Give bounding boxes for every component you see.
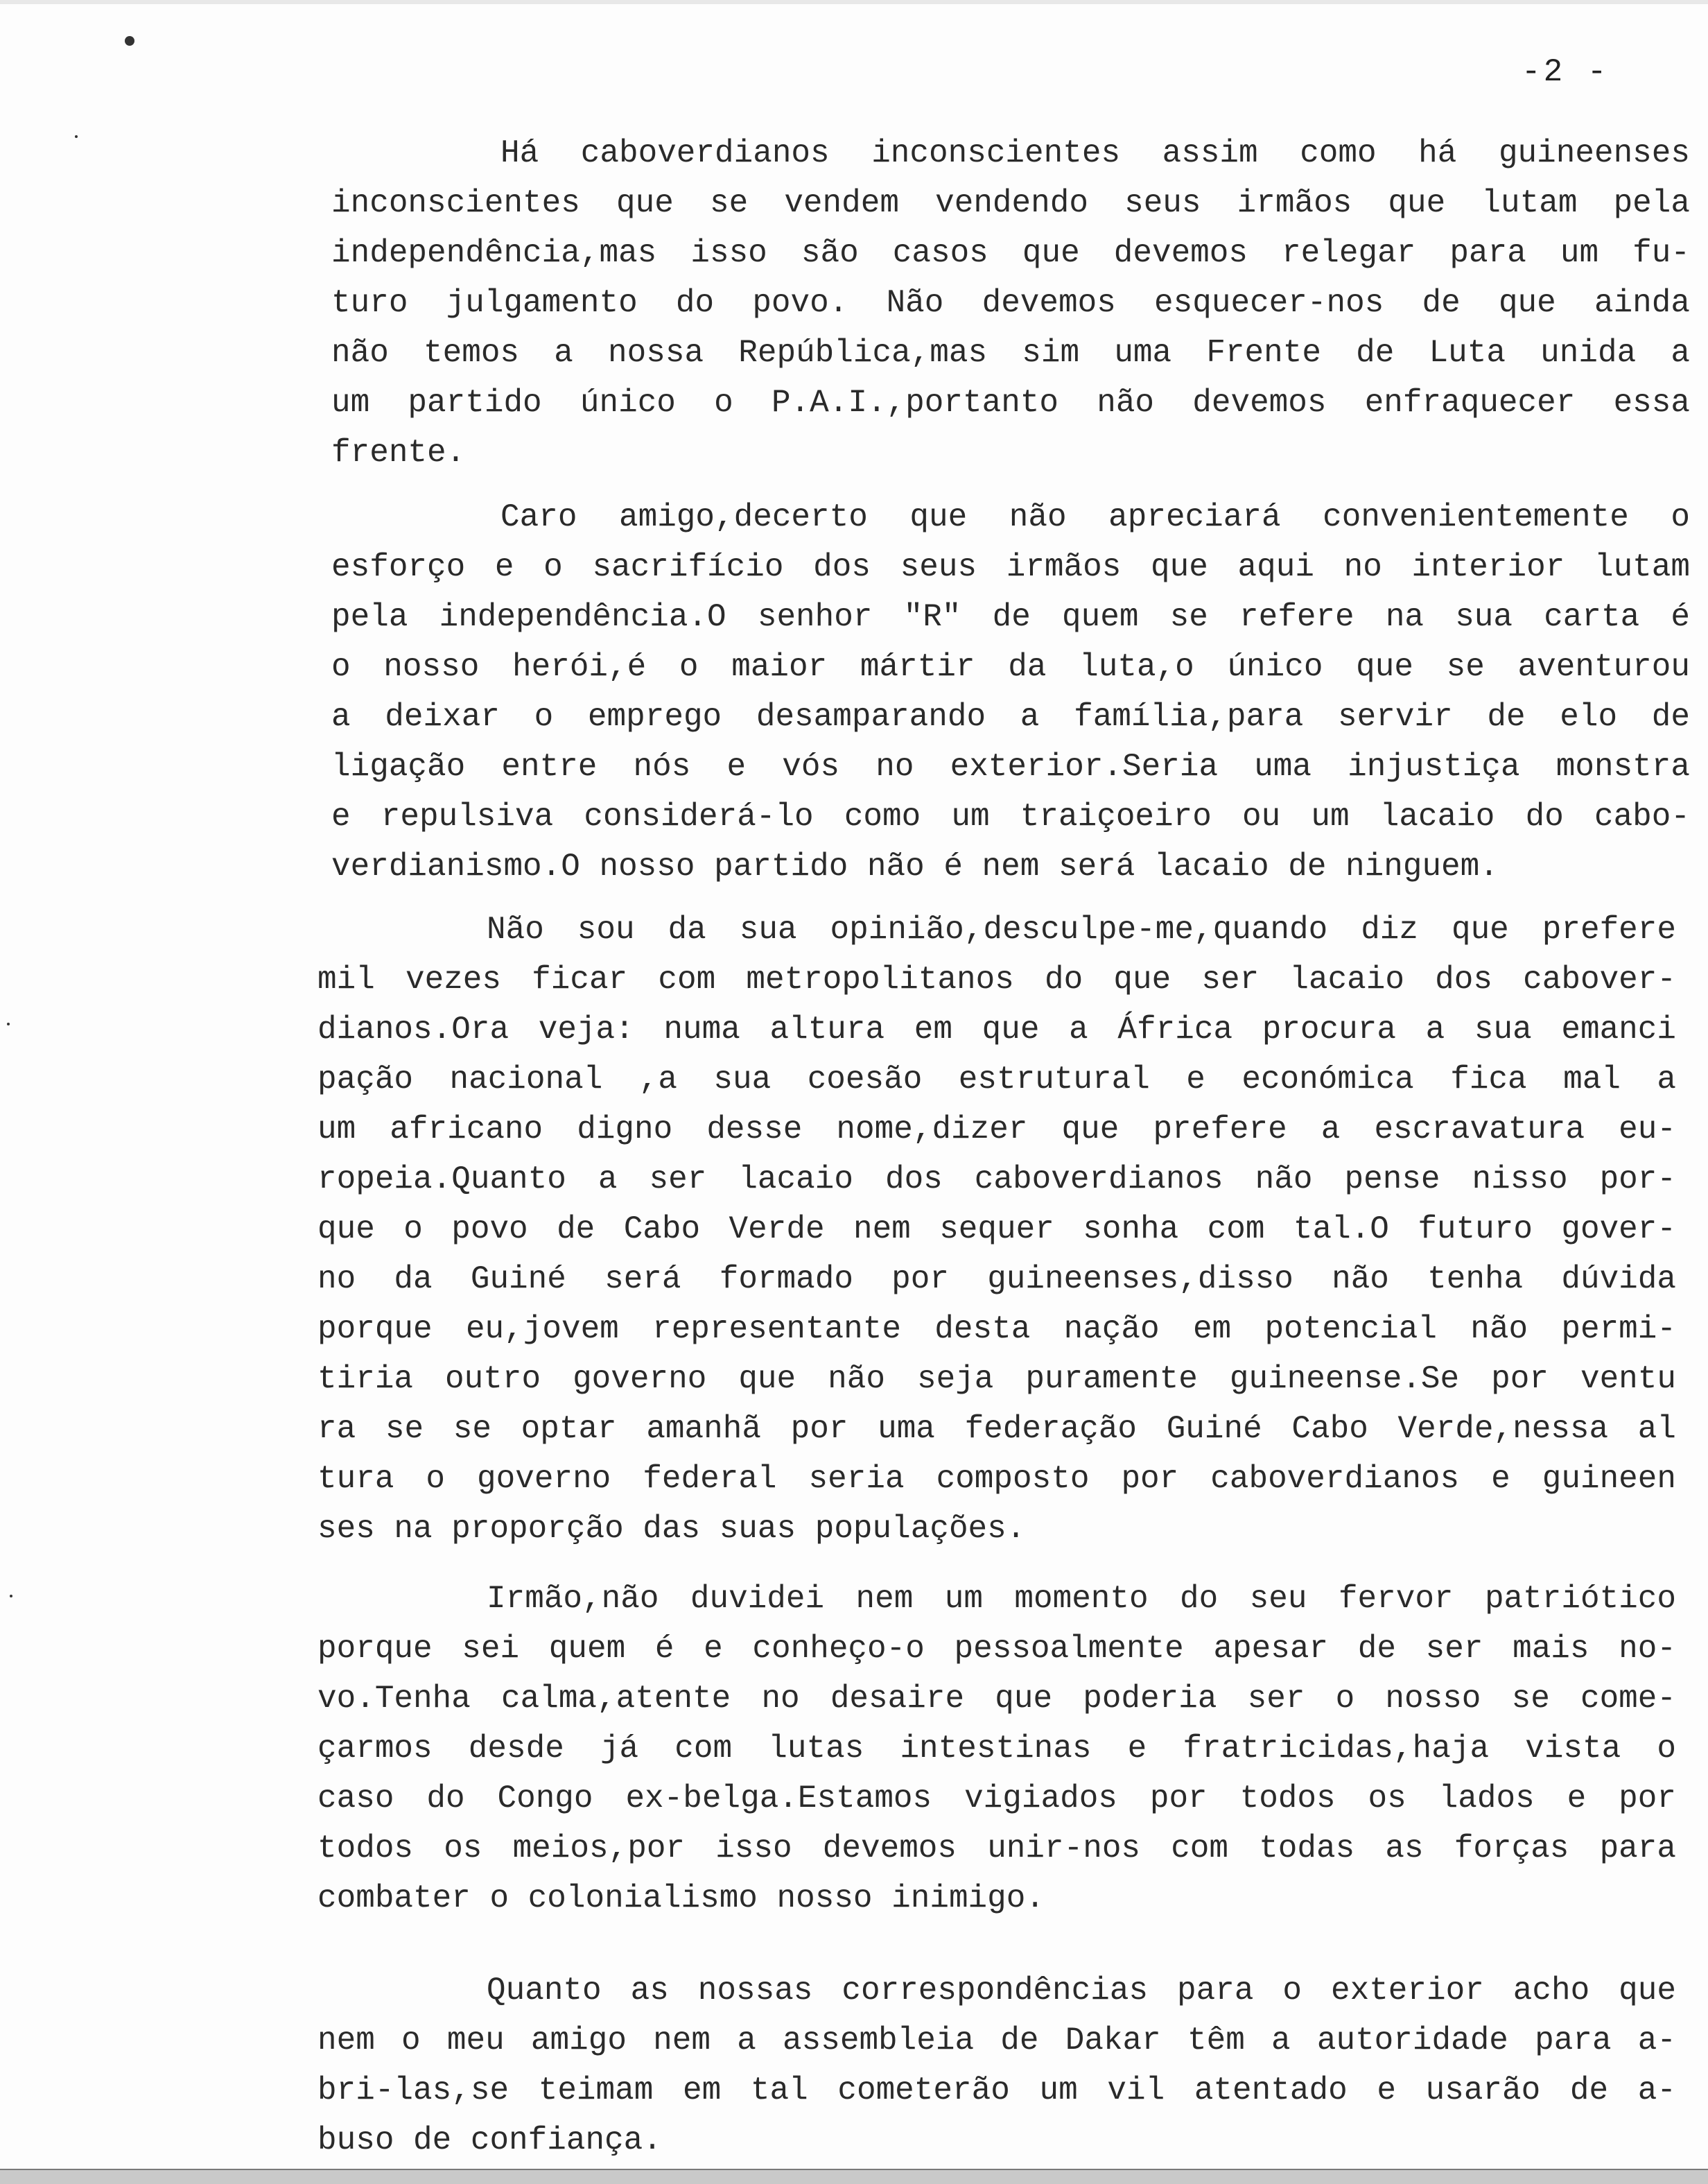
text-line: mil vezes ficar com metropolitanos do que ser lacaio dos cabover- — [317, 962, 1676, 998]
scan-bottom-edge — [0, 2170, 1708, 2184]
text-line: que o povo de Cabo Verde nem sequer sonha com tal.O futuro gover- — [317, 1211, 1676, 1247]
text-line: ses na proporção das suas populações. — [317, 1511, 1026, 1547]
text-line: vo.Tenha calma,atente no desaire que poderia ser o nosso se come- — [317, 1681, 1676, 1717]
ink-speck — [7, 1023, 10, 1025]
text-line: ra se se optar amanhã por uma federação Guiné Cabo Verde,nessa al — [317, 1411, 1676, 1447]
text-line: frente. — [331, 435, 466, 471]
text-line: verdianismo.O nosso partido não é nem será lacaio de ninguem. — [331, 849, 1499, 885]
text-line: um partido único o P.A.I.,portanto não devemos enfraquecer essa — [331, 385, 1690, 421]
page-number: -2 - — [1522, 54, 1610, 90]
text-line: Caro amigo,decerto que não apreciará convenientemente o — [500, 499, 1690, 535]
text-line: independência,mas isso são casos que devemos relegar para um fu- — [331, 235, 1690, 271]
text-line: tura o governo federal seria composto por caboverdianos e guineen — [317, 1461, 1676, 1497]
ink-speck — [10, 1595, 12, 1597]
text-line: tiria outro governo que não seja puramente guineense.Se por ventu — [317, 1361, 1676, 1397]
paragraph — [317, 905, 1676, 1554]
text-line: porque sei quem é e conheço-o pessoalmente apesar de ser mais no- — [317, 1631, 1676, 1667]
text-line: çarmos desde já com lutas intestinas e fratricidas,haja vista o — [317, 1731, 1676, 1767]
text-line: Não sou da sua opinião,desculpe-me,quando diz que prefere — [487, 912, 1676, 948]
text-line: porque eu,jovem representante desta nação em potencial não permi- — [317, 1311, 1676, 1347]
paragraph — [331, 128, 1690, 478]
text-line: caso do Congo ex-belga.Estamos vigiados por todos os lados e por — [317, 1780, 1676, 1817]
paragraph — [317, 1574, 1676, 1923]
text-line: buso de confiança. — [317, 2122, 662, 2158]
text-line: bri-las,se teimam em tal cometerão um vil atentado e usarão de a- — [317, 2072, 1676, 2108]
text-line: turo julgamento do povo. Não devemos esquecer-nos de que ainda — [331, 285, 1690, 321]
text-line: a deixar o emprego desamparando a família,para servir de elo de — [331, 699, 1690, 735]
text-line: o nosso herói,é o maior mártir da luta,o único que se aventurou — [331, 649, 1690, 685]
text-line: esforço e o sacrifício dos seus irmãos que aqui no interior lutam — [331, 549, 1690, 585]
scan-top-edge — [0, 0, 1708, 4]
text-line: ligação entre nós e vós no exterior.Seria uma injustiça monstra — [331, 749, 1690, 785]
text-line: Irmão,não duvidei nem um momento do seu fervor patriótico — [487, 1581, 1676, 1617]
ink-speck — [125, 36, 134, 46]
text-line: pela independência.O senhor "R" de quem se refere na sua carta é — [331, 599, 1690, 635]
text-line: todos os meios,por isso devemos unir-nos com todas as forças para — [317, 1830, 1676, 1866]
text-line: Quanto as nossas correspondências para o exterior acho que — [487, 1973, 1676, 2009]
text-line: nem o meu amigo nem a assembleia de Dakar têm a autoridade para a- — [317, 2022, 1676, 2059]
text-line: um africano digno desse nome,dizer que prefere a escravatura eu- — [317, 1111, 1676, 1147]
text-line: combater o colonialismo nosso inimigo. — [317, 1880, 1045, 1916]
text-line: ropeia.Quanto a ser lacaio dos caboverdianos não pense nisso por- — [317, 1161, 1676, 1197]
text-line: inconscientes que se vendem vendendo seus irmãos que lutam pela — [331, 185, 1690, 221]
text-line: Há caboverdianos inconscientes assim como há guineenses — [500, 135, 1690, 171]
paragraph — [331, 492, 1690, 892]
text-line: no da Guiné será formado por guineenses,disso não tenha dúvida — [317, 1261, 1676, 1297]
text-line: dianos.Ora veja: numa altura em que a África procura a sua emanci — [317, 1012, 1676, 1048]
paragraph — [317, 1966, 1676, 2165]
ink-speck — [75, 135, 78, 138]
text-line: e repulsiva considerá-lo como um traiçoeiro ou um lacaio do cabo- — [331, 799, 1690, 835]
text-line: pação nacional ,a sua coesão estrutural e económica fica mal a — [317, 1061, 1676, 1098]
text-line: não temos a nossa República,mas sim uma Frente de Luta unida a — [331, 335, 1690, 371]
